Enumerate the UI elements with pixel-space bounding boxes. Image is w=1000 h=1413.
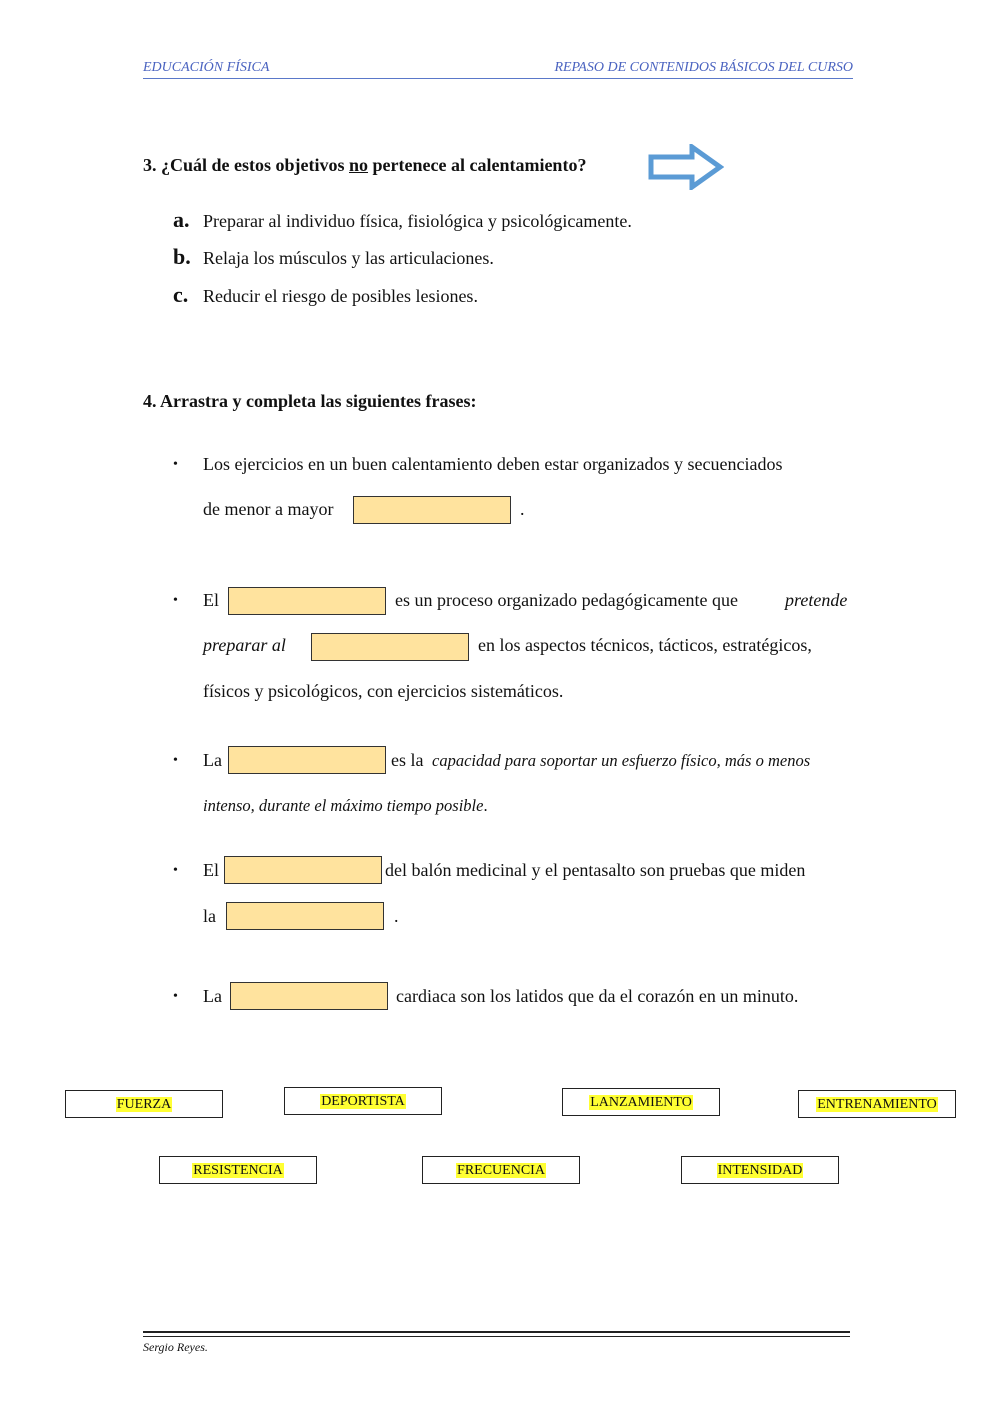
s1-line2b: . (520, 499, 525, 519)
q3-option-a[interactable] (173, 207, 632, 232)
s5-b: cardiaca son los latidos que da el corazón en un minuto. (396, 986, 799, 1006)
option-text-c: Reducir el riesgo de posibles lesiones. (203, 286, 478, 306)
option-letter-b: b. (173, 244, 191, 269)
option-letter-c: c. (173, 282, 189, 307)
header-subject: EDUCACIÓN FÍSICA (143, 60, 270, 75)
word-tile-resistencia[interactable] (159, 1156, 317, 1184)
s3-e: . (483, 796, 488, 815)
option-letter-a: a. (173, 207, 190, 232)
blank-s2-2[interactable] (311, 633, 469, 661)
page-header (143, 60, 853, 79)
s2-b: es un proceso organizado pedagógicamente que (395, 590, 739, 610)
s3-c: capacidad para soportar un esfuerzo físico, más o menos (432, 751, 811, 770)
s3-a: La (203, 750, 222, 770)
bullet-2: • (173, 593, 178, 608)
s4-a: El (203, 860, 219, 880)
s4-d: . (394, 906, 399, 926)
word-tile-deportista[interactable] (284, 1087, 442, 1115)
s1-line2a: de menor a mayor (203, 499, 334, 519)
bullet-4: • (173, 863, 178, 878)
q3-option-b[interactable] (173, 244, 494, 269)
word-label: LANZAMIENTO (590, 1095, 692, 1110)
arrow-right-icon (648, 144, 724, 190)
blank-s5[interactable] (230, 982, 388, 1010)
s2-c: pretende (785, 590, 848, 610)
blank-s4-2[interactable] (226, 902, 384, 930)
word-tile-intensidad[interactable] (681, 1156, 839, 1184)
word-label: FRECUENCIA (457, 1163, 545, 1178)
option-text-a: Preparar al individuo física, fisiológica y psicológicamente. (203, 211, 632, 231)
q3-suffix: pertenece al calentamiento? (368, 155, 587, 175)
q3-option-c[interactable] (173, 282, 478, 307)
blank-s1[interactable] (353, 496, 511, 524)
word-tile-frecuencia[interactable] (422, 1156, 580, 1184)
word-tile-fuerza[interactable] (65, 1090, 223, 1118)
word-label: DEPORTISTA (321, 1094, 405, 1109)
bullet-5: • (173, 989, 178, 1004)
option-text-b: Relaja los músculos y las articulaciones. (203, 248, 494, 268)
s2-f: físicos y psicológicos, con ejercicios sistemáticos. (203, 681, 564, 701)
word-label: ENTRENAMIENTO (817, 1097, 937, 1112)
word-label: INTENSIDAD (717, 1163, 803, 1178)
bullet-3: • (173, 753, 178, 768)
s1-line1: Los ejercicios en un buen calentamiento deben estar organizados y secuenciados (203, 454, 783, 474)
word-label: RESISTENCIA (193, 1163, 283, 1178)
s5-a: La (203, 986, 222, 1006)
footer-rule-thin (143, 1336, 850, 1337)
s2-a: El (203, 590, 219, 610)
s4-b: del balón medicinal y el pentasalto son pruebas que miden (385, 860, 806, 880)
footer-rule (143, 1331, 850, 1333)
bullet-1: • (173, 457, 178, 472)
s3-line2 (203, 796, 488, 816)
footer-author: Sergio Reyes. (143, 1340, 208, 1354)
s2-d: preparar al (203, 635, 286, 655)
s4-c: la (203, 906, 216, 926)
question-4-title: 4. Arrastra y completa las siguientes frases: (143, 391, 477, 411)
question-3-title (143, 155, 586, 176)
s2-e: en los aspectos técnicos, tácticos, estratégicos, (478, 635, 812, 655)
word-label: FUERZA (116, 1097, 172, 1112)
header-topic: REPASO DE CONTENIDOS BÁSICOS DEL CURSO (554, 60, 853, 75)
s3-b: es la (391, 750, 424, 770)
word-tile-entrenamiento[interactable] (798, 1090, 956, 1118)
blank-s3[interactable] (228, 746, 386, 774)
blank-s2-1[interactable] (228, 587, 386, 615)
q3-underlined-word: no (349, 155, 369, 175)
q3-prefix: 3. ¿Cuál de estos objetivos (143, 155, 349, 175)
blank-s4-1[interactable] (224, 856, 382, 884)
word-tile-lanzamiento[interactable] (562, 1088, 720, 1116)
s3-d: intenso, durante el máximo tiempo posible (203, 796, 484, 815)
